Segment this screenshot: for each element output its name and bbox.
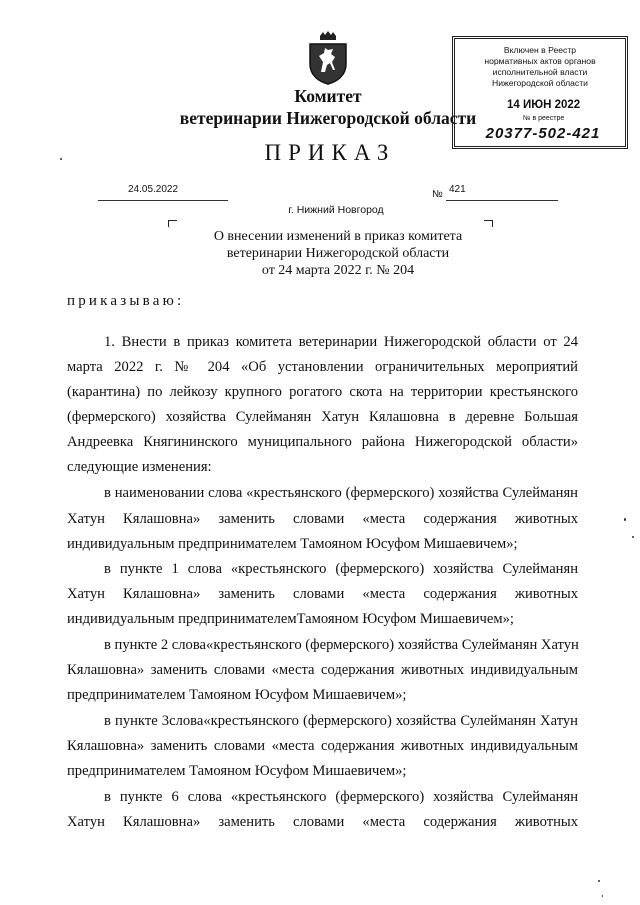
scan-speck (598, 880, 600, 882)
stamp-date: 14 ИЮН 2022 (507, 99, 581, 111)
stamp-line-1: Включен в Реестр (503, 45, 577, 55)
document-date: 24.05.2022 (128, 184, 179, 195)
body-line: в пункте 2 слова«крестьянского (фермерского) хозяйства Сулейманян Хатун (104, 637, 579, 653)
number-underline (446, 200, 558, 201)
subject-line-1: О внесении изменений в приказ комитета (213, 229, 463, 244)
organization-name-line2: ветеринарии Нижегородской области (179, 108, 477, 128)
registry-stamp (452, 36, 628, 149)
order-directive: приказываю: (67, 293, 185, 309)
body-line: Кялашовна» заменить словами «места содержания животных индивидуальным (67, 662, 578, 678)
subject-line-2: ветеринарии Нижегородской области (226, 246, 450, 261)
subject-corner-right (484, 220, 493, 227)
body-line: Хатун Кялашовна» заменить словами «места содержания животных (67, 814, 578, 830)
body-line: 1. Внести в приказ комитета ветеринарии Нижегородской области от 24 (104, 334, 578, 350)
document-title: ПРИКАЗ (264, 140, 396, 165)
body-line: предпринимателем Тамояном Юсуфом Мишаевичем»; (67, 687, 407, 703)
body-line: в пункте 1 слова «крестьянского (фермерского) хозяйства Сулейманян (104, 561, 578, 577)
body-line: Хатун Кялашовна» заменить словами «места содержания животных (67, 511, 578, 527)
scan-speck (602, 895, 603, 897)
body-line: (карантина) по лейкозу крупного рогатого скота на территории крестьянского (67, 384, 578, 400)
body-line: в пункте 3слова«крестьянского (фермерского) хозяйства Сулейманян Хатун (104, 713, 578, 729)
organization-name-line1: Комитет (294, 86, 362, 106)
body-line: индивидуальным предпринимателем Тамояном Юсуфом Мишаевичем»; (67, 536, 518, 552)
document-subject (0, 228, 640, 279)
body-line: в наименовании слова «крестьянского (фермерского) хозяйства Сулейманян (104, 485, 578, 501)
subject-line-3: от 24 марта 2022 г. № 204 (261, 263, 415, 278)
body-line: (фермерского) хозяйства Сулейманян Хатун Кялашовна в деревне Большая (67, 409, 578, 425)
coat-of-arms-emblem (304, 30, 352, 86)
body-line: Кялашовна» заменить словами «места содержания животных индивидуальным (67, 738, 578, 754)
document-number: 421 (449, 184, 466, 195)
stamp-registry-number: 20377-502-421 (485, 125, 601, 142)
document-city: г. Нижний Новгород (288, 204, 384, 216)
subject-corner-left (168, 220, 177, 227)
scan-speck (60, 158, 62, 160)
date-underline (98, 200, 228, 201)
body-line: следующие изменения: (67, 459, 212, 475)
body-line: индивидуальным предпринимателемТамояном Юсуфом Мишаевичем»; (67, 611, 514, 627)
body-line: в пункте 6 слова «крестьянского (фермерского) хозяйства Сулейманян (104, 789, 578, 805)
body-line: предпринимателем Тамояном Юсуфом Мишаевичем»; (67, 763, 407, 779)
body-line: Андреевка Княгининского муниципального района Нижегородской области» (67, 434, 578, 450)
stamp-line-2: нормативных актов органов (484, 56, 596, 66)
stamp-registry-label: № в реестре (523, 115, 565, 122)
stamp-line-4: Нижегородской области (492, 78, 588, 88)
document-number-label: № (432, 189, 443, 200)
body-line: марта 2022 г. № 204 «Об установлении ограничительных мероприятий (67, 359, 578, 375)
scan-speck (624, 518, 626, 521)
stamp-line-3: исполнительной власти (492, 67, 588, 77)
scan-speck (632, 536, 634, 538)
body-line: Хатун Кялашовна» заменить словами «места содержания животных (67, 586, 578, 602)
